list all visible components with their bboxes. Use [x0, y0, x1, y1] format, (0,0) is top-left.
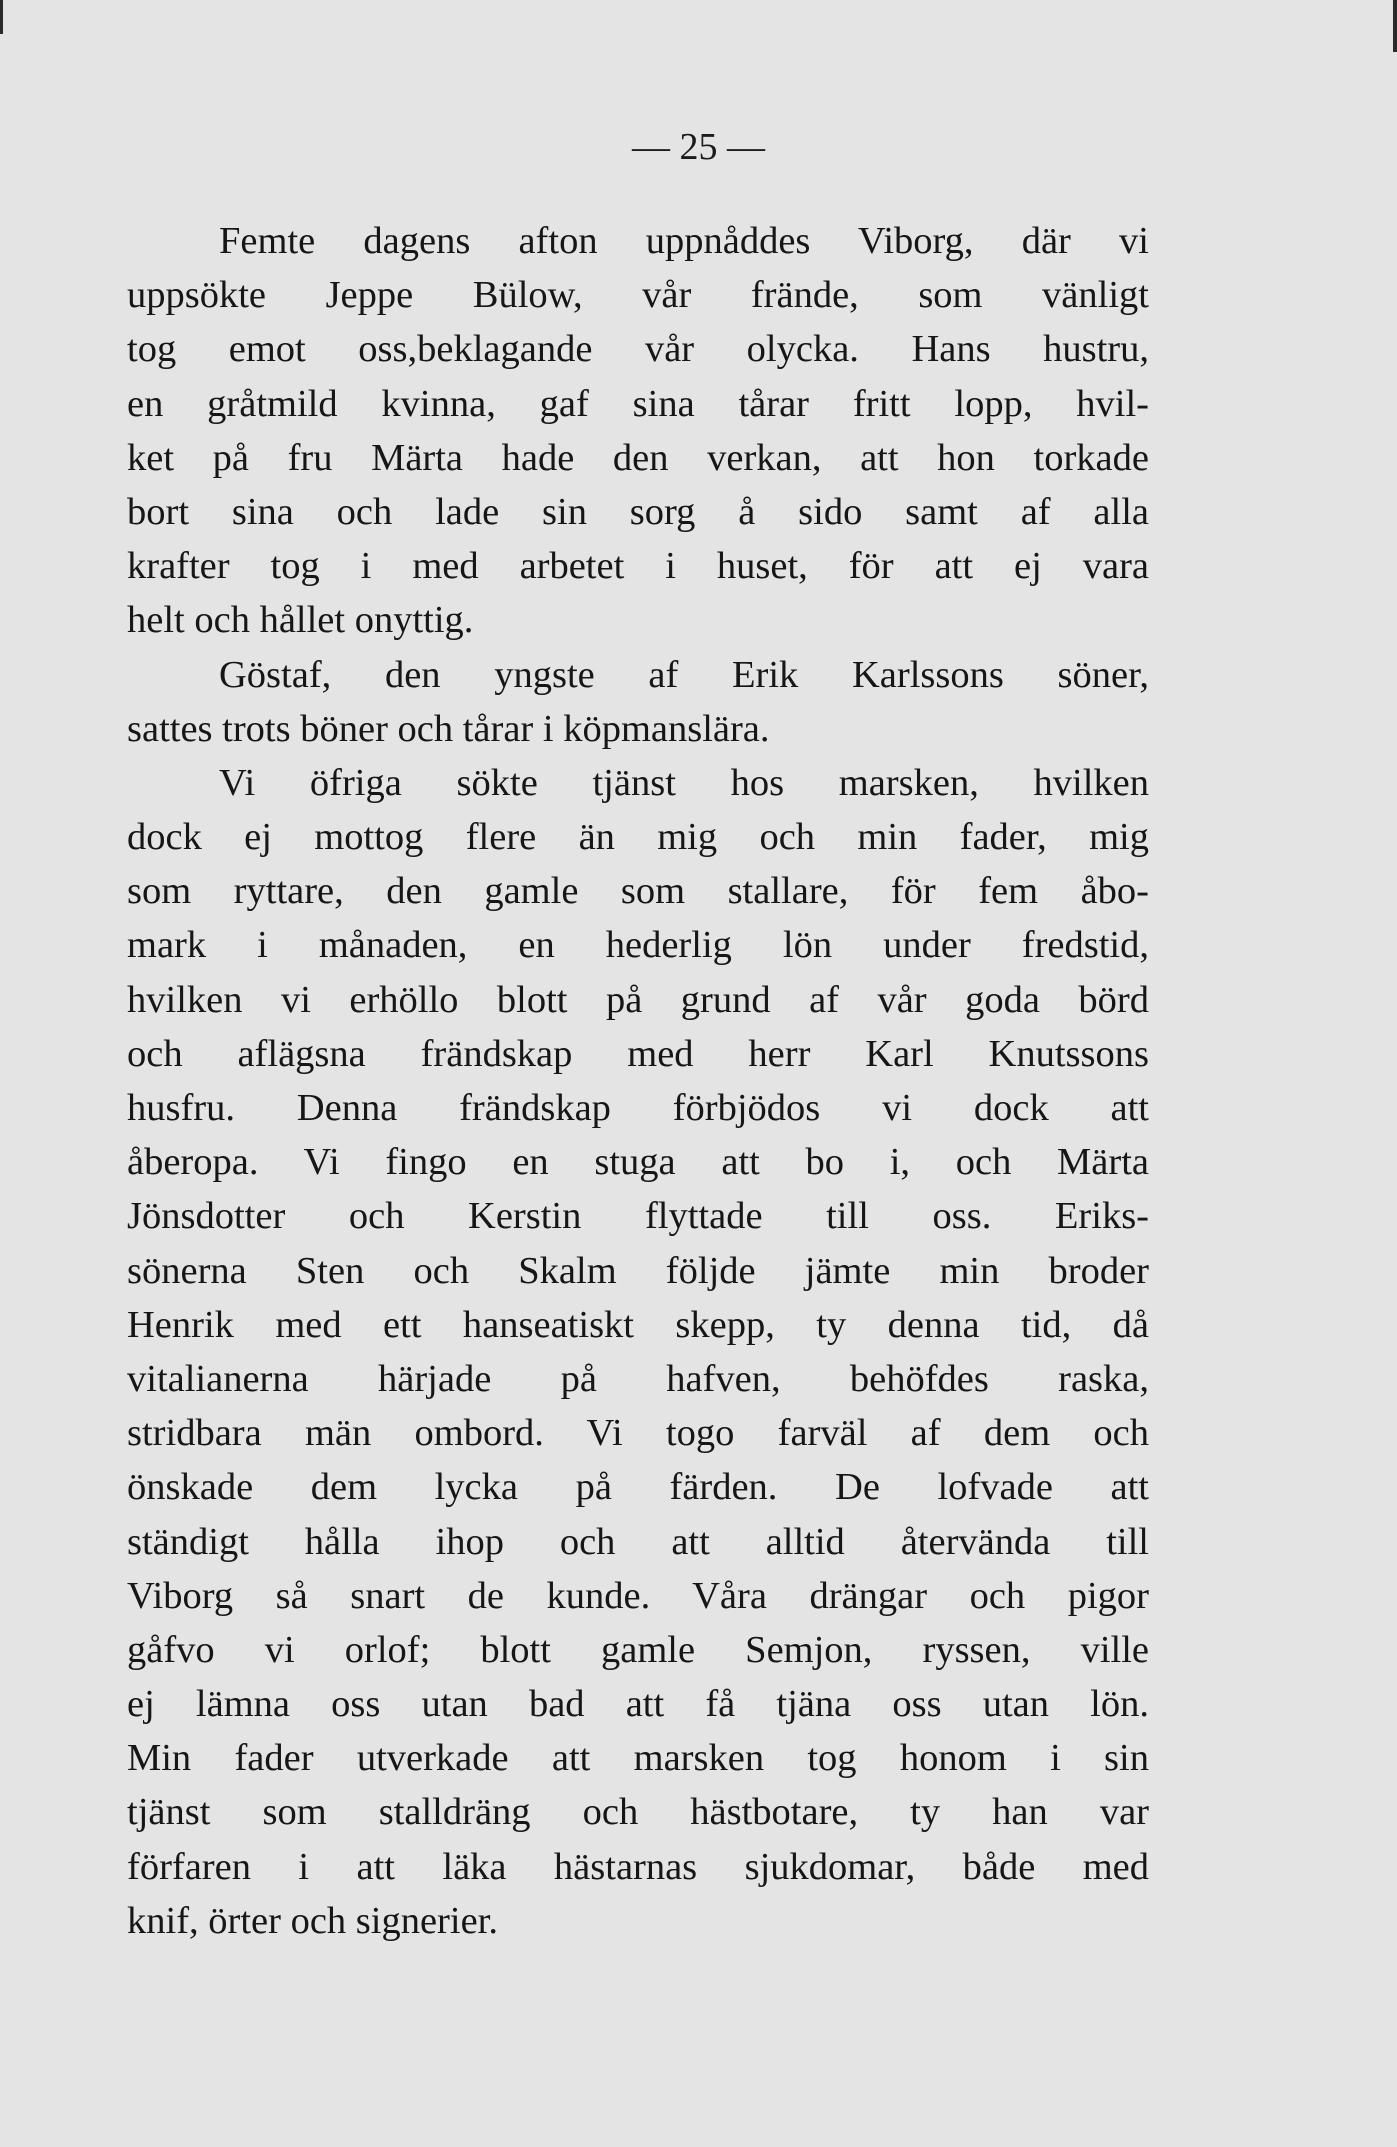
text-line: förfaren i att läka hästarnas sjukdomar, både med [127, 1845, 1149, 1888]
text-line: åberopa. Vi fingo en stuga att bo i, och Märta [127, 1141, 1149, 1184]
text-line: vitalianerna härjade på hafven, behöfdes raska, [127, 1357, 1149, 1400]
text-line: krafter tog i med arbetet i huset, för att ej vara [127, 545, 1149, 588]
text-line: tjänst som stalldräng och hästbotare, ty han var [127, 1791, 1149, 1834]
text-line: hvilken vi erhöllo blott på grund af vår goda börd [127, 978, 1149, 1021]
text-line: Viborg så snart de kunde. Våra drängar och pigor [127, 1574, 1149, 1617]
text-line: bort sina och lade sin sorg å sido samt af alla [127, 490, 1149, 533]
text-line: ej lämna oss utan bad att få tjäna oss utan lön. [127, 1683, 1149, 1726]
text-line: önskade dem lycka på färden. De lofvade att [127, 1466, 1149, 1509]
text-line: knif, örter och signerier. [127, 1899, 498, 1942]
text-line: tog emot oss,beklagande vår olycka. Hans hustru, [127, 328, 1149, 371]
text-line: uppsökte Jeppe Bülow, vår frände, som vänligt [127, 274, 1149, 317]
text-line: ständigt hålla ihop och att alltid återvända till [127, 1520, 1149, 1563]
text-line: helt och hållet onyttig. [127, 599, 474, 642]
text-line: dock ej mottog flere än mig och min fader, mig [127, 816, 1149, 859]
text-line: och aflägsna frändskap med herr Karl Knutssons [127, 1032, 1149, 1075]
body-text [127, 214, 1149, 1948]
text-line: stridbara män ombord. Vi togo farväl af dem och [127, 1412, 1149, 1455]
text-line: sattes trots böner och tårar i köpmanslära. [127, 707, 770, 750]
text-line: Min fader utverkade att marsken tog honom i sin [127, 1737, 1149, 1780]
text-line: Femte dagens afton uppnåddes Viborg, där vi [219, 220, 1149, 262]
text-line: som ryttare, den gamle som stallare, för fem åbo- [127, 870, 1149, 913]
text-line: husfru. Denna frändskap förbjödos vi dock att [127, 1087, 1149, 1129]
scan-edge-mark-top-right [1393, 0, 1397, 52]
scan-edge-mark-top-left [0, 0, 3, 34]
text-line: en gråtmild kvinna, gaf sina tårar fritt lopp, hvil- [127, 382, 1149, 425]
text-line: ket på fru Märta hade den verkan, att hon torkade [127, 436, 1149, 479]
text-line: gåfvo vi orlof; blott gamle Semjon, ryssen, ville [127, 1628, 1149, 1671]
page-number: — 25 — [632, 126, 765, 168]
text-line: Henrik med ett hanseatiskt skepp, ty denna tid, då [127, 1303, 1149, 1346]
text-line: Jönsdotter och Kerstin flyttade till oss. Eriks- [127, 1195, 1149, 1238]
text-line: Göstaf, den yngste af Erik Karlssons söner, [219, 653, 1149, 696]
text-line: sönerna Sten och Skalm följde jämte min broder [127, 1249, 1149, 1292]
text-line: Vi öfriga sökte tjänst hos marsken, hvilken [219, 761, 1149, 804]
text-line: mark i månaden, en hederlig lön under fredstid, [127, 924, 1149, 967]
